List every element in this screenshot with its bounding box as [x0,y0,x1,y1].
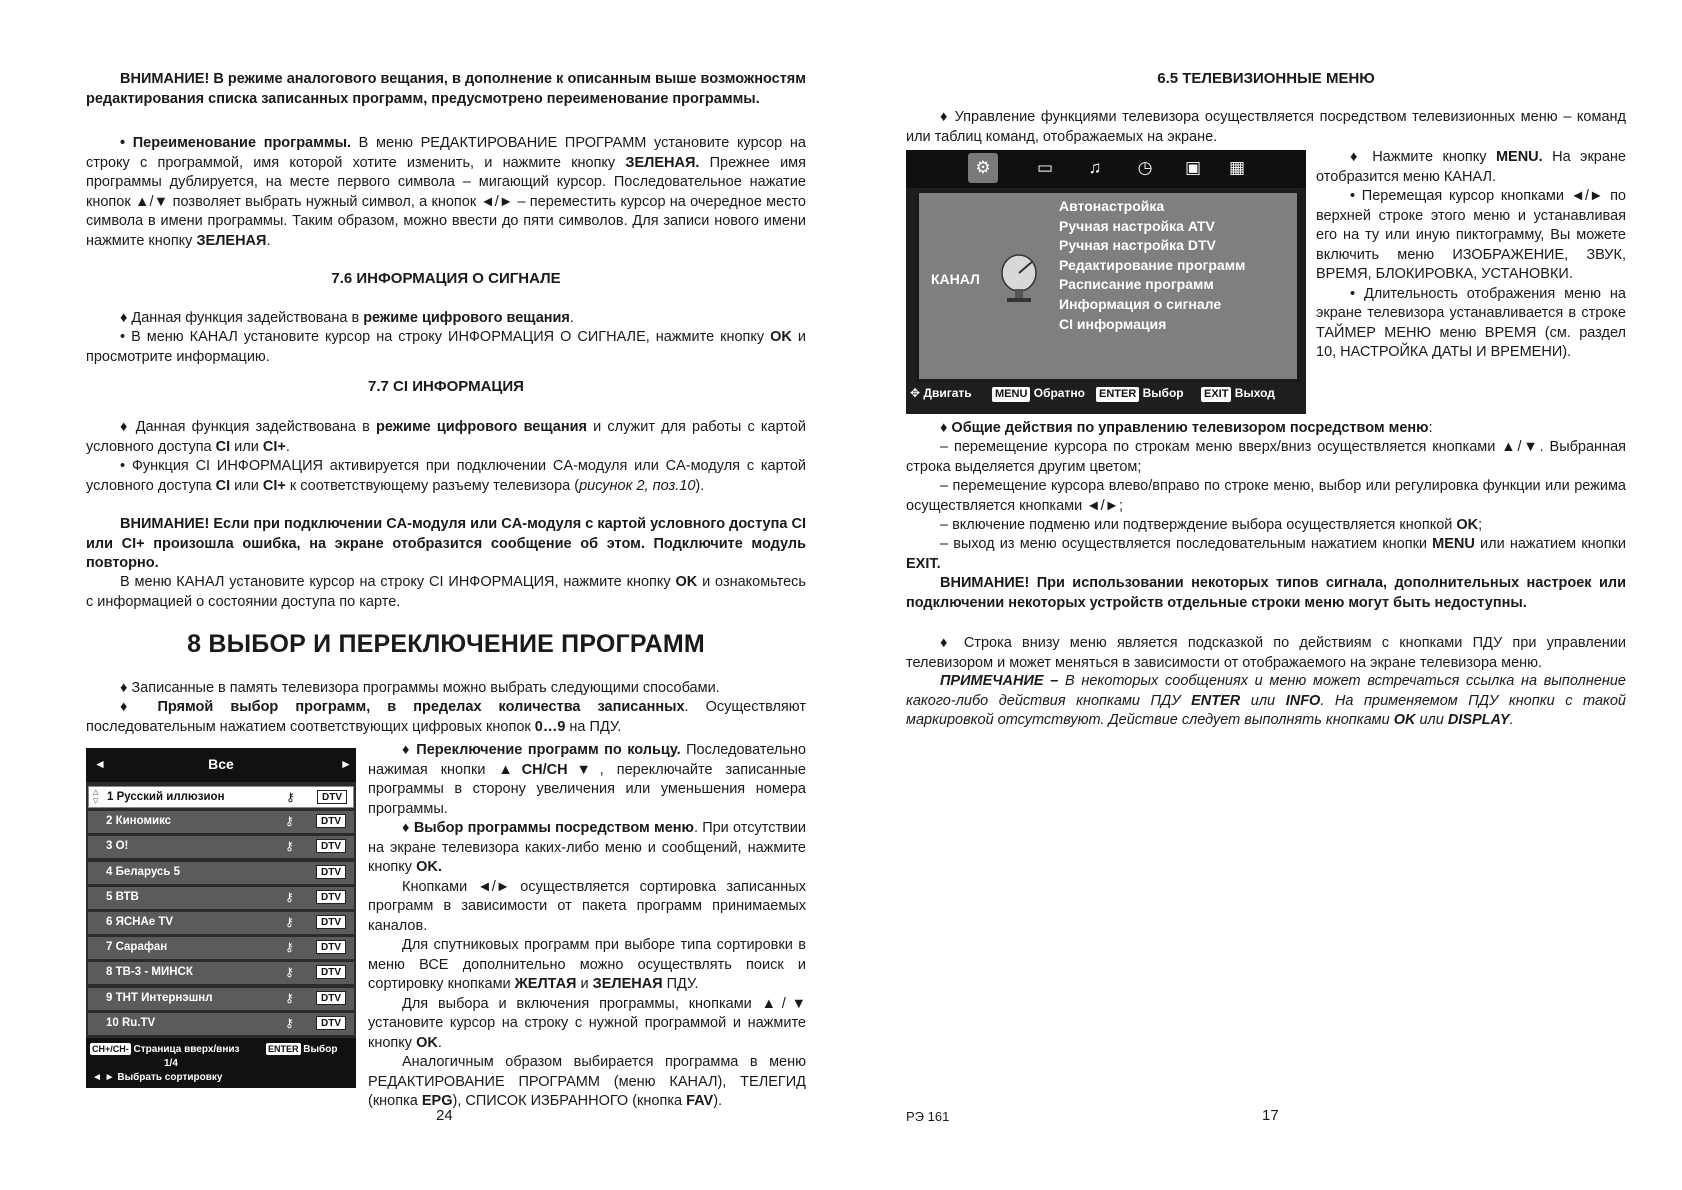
tv-menu-panel [916,190,1300,382]
key-icon: ⚷ [285,965,294,980]
key-icon: ⚷ [285,889,294,904]
channel-row[interactable] [88,1013,354,1035]
signal-para-2: • В меню КАНАЛ установите курсор на строку ИНФОРМАЦИЯ О СИГНАЛЕ, нажмите кнопку OK и просмотрите информацию. [86,329,806,365]
tv-menu-item[interactable]: Информация о сигнале [1059,296,1222,312]
channel-name: 7 Сарафан [106,941,168,954]
sort-label: Выбрать сортировку [117,1072,223,1083]
lock-icon[interactable]: ▣ [1184,158,1202,177]
move-label: Двигать [923,386,972,400]
action-1: – перемещение курсора по строкам меню вверх/вниз осуществляется кнопками ▲/▼. Выбранная строка выделяется другим цветом; [906,439,1626,475]
page-updown-label: Страница вверх/вниз [133,1044,240,1055]
music-icon[interactable]: ♫ [1088,158,1102,177]
tv-menu-item[interactable]: CI информация [1059,315,1167,332]
channel-name: 6 ЯСНАе TV [106,916,174,928]
channel-row[interactable] [88,937,354,959]
channel-name: 3 О! [106,840,129,853]
dtv-badge: DTV [316,965,346,979]
ci-para-3: В меню КАНАЛ установите курсор на строку CI ИНФОРМАЦИЯ, нажмите кнопку OK и ознакомьтесь с информацией о состоянии доступа по карте. [86,574,806,610]
channel-name: 2 Киномикс [106,815,172,828]
signal-para-1: ♦ Данная функция задействована в режиме цифрового вещания. [120,310,574,326]
key-icon: ⚷ [285,940,294,955]
tv-menu-icon-bar [906,150,1306,188]
exit-label: Выход [1234,386,1275,400]
rename-paragraph: • Переименование программы. В меню РЕДАКТИРОВАНИЕ ПРОГРАММ установите курсор на строку с программой, имя которой хотите изменить, и нажмите кнопку ЗЕЛЕНАЯ. Прежнее имя программы дублируется, на месте первого символа – мигающий курсор. Последовательное нажатие кнопок ▲/▼ позволяет выбрать нужный символ, а кнопок ◄/► – переместить курсор на очередное место символа в имени программы. Таким образом, можно ввести до пяти символов. Для записи нового имени нажмите кнопку ЗЕЛЕНАЯ. [86,135,806,249]
right-arrow-icon[interactable]: ► [340,757,352,771]
channel-row[interactable] [88,811,354,833]
channel-name: 9 ТНТ Интернэшнл [106,991,213,1004]
key-icon: ⚷ [286,790,295,804]
select-para-1: ♦ Записанные в память телевизора программы можно выбрать следующими способами. [120,680,720,696]
key-icon: ⚷ [285,990,294,1005]
select-label-tv: Выбор [1142,386,1184,400]
tv-channel-menu-screen [906,150,1306,414]
grid-icon[interactable]: ▦ [1228,158,1246,177]
monitor-icon[interactable]: ▭ [1036,158,1054,177]
tv-menu-footer [906,376,1306,414]
menu-warning: ВНИМАНИЕ! При использовании некоторых типов сигнала, дополнительных настроек или подключении некоторых устройств отдельные строки меню могут быть недоступны. [906,575,1626,611]
tv-menu-item[interactable]: Ручная настройка DTV [1059,237,1216,254]
back-label: Обратно [1033,386,1085,400]
key-icon: ⚷ [285,1015,294,1030]
exit-key-badge: EXIT [1201,387,1231,402]
select-label: Выбор [303,1044,338,1055]
tv-menu-item[interactable]: Ручная настройка ATV [1059,217,1215,234]
channel-row[interactable] [88,988,354,1010]
channel-row[interactable] [88,786,354,808]
ci-para-2: • Функция CI ИНФОРМАЦИЯ активируется при подключении CA-модуля или CA-модуля с картой условного доступа CI или CI+ к соответствующему разъему телевизора (рисунок 2, поз.10). [86,458,806,494]
left-page [86,0,806,1190]
menu-select-para: ♦ Выбор программы посредством меню. При отсутствии на экране телевизора каких-либо меню и сообщений, нажмите кнопку OK. [368,820,806,875]
satellite-para: Для спутниковых программ при выборе типа сортировки в меню ВСЕ дополнительно можно осуществлять поиск и сортировку кнопками ЖЕЛТАЯ и ЗЕЛЕНАЯ ПДУ. [368,937,806,992]
heading-7-7: 7.7 CI ИНФОРМАЦИЯ [368,378,524,395]
enable-para: Для выбора и включения программы, кнопками ▲/▼ установите курсор на строку с нужной программой и нажмите кнопку OK. [368,995,806,1051]
side-para-1: ♦ Нажмите кнопку MENU. На экране отобразится меню КАНАЛ. [1316,149,1626,185]
common-actions-title: ♦ Общие действия по управлению телевизором посредством меню: [940,420,1433,436]
select-methods-text [368,741,806,1112]
ci-para-1: ♦ Данная функция задействована в режиме цифрового вещания и служит для работы с картой условного доступа CI или CI+. [86,419,806,455]
kanal-label: КАНАЛ [931,271,980,287]
note-para: ПРИМЕЧАНИЕ – В некоторых сообщениях и меню может встречаться ссылка на выполнение какого-либо действия кнопками ПДУ ENTER или INFO. На применяемом ПДУ кнопки с такой маркировкой отсутствуют. Действие следует выполнять кнопками OK или DISPLAY. [906,673,1626,728]
tv-menu-item[interactable]: Расписание программ [1059,276,1214,293]
menu-side-text [1316,148,1626,363]
menu-key-badge: MENU [992,387,1030,402]
similar-para: Аналогичным образом выбирается программа в меню РЕДАКТИРОВАНИЕ ПРОГРАММ (меню КАНАЛ), ТЕЛЕГИД (кнопка EPG), СПИСОК ИЗБРАННОГО (кнопка FAV). [368,1054,806,1109]
page-indicator: 1/4 [164,1058,178,1069]
side-para-3: • Длительность отображения меню на экране телевизора устанавливается в строке ТАЙМЕР МЕНЮ меню ВРЕМЯ (см. раздел 10, НАСТРОЙКА ДАТЫ И ВРЕМЕНИ). [1316,285,1626,360]
sort-arrows-icon: ◄ ► [92,1072,115,1083]
sort-para: Кнопками ◄/► осуществляется сортировка записанных программ в зависимости от пакета программ принимаемых каналов. [368,878,806,934]
channel-list-title: Все [208,756,234,772]
channel-name: 5 ВТВ [106,890,139,903]
settings-gear-icon[interactable]: ⚙ [968,153,998,183]
dtv-badge: DTV [316,865,346,879]
left-arrow-icon[interactable]: ◄ [94,757,106,771]
document-code: РЭ 161 [906,1109,950,1124]
satellite-dish-icon [999,253,1041,303]
action-4: – выход из меню осуществляется последовательным нажатием кнопки MENU или нажатием кнопки EXIT. [906,536,1626,572]
channel-list-header [86,748,356,782]
channel-name: 10 Ru.TV [106,1016,156,1029]
action-3: – включение подменю или подтверждение выбора осуществляется кнопкой OK; [940,517,1483,533]
channel-name: 4 Беларусь 5 [106,865,180,878]
channel-row[interactable] [88,912,354,934]
tv-menu-intro: ♦ Управление функциями телевизора осуществляется посредством телевизионных меню – команд или таблиц команд, отображаемых на экране. [906,109,1626,145]
dtv-badge: DTV [316,1016,346,1030]
dtv-badge: DTV [316,890,346,904]
ch-key-badge: CH+/CH- [92,1044,129,1054]
right-page [906,0,1626,1190]
key-icon: ⚷ [285,915,294,929]
channel-row[interactable] [88,887,354,909]
ci-warning: ВНИМАНИЕ! Если при подключении CA-модуля или CA-модуля с картой условного доступа CI или CI+ произошла ошибка, на экране отобразится сообщение об этом. Подключите модуль повторно. [86,516,806,571]
attention-rename: ВНИМАНИЕ! В режиме аналогового вещания, в дополнение к описанным выше возможностям редактирования списка записанных программ, предусмотрено переименование программы. [86,71,806,107]
heading-8: 8 ВЫБОР И ПЕРЕКЛЮЧЕНИЕ ПРОГРАММ [187,630,705,658]
move-arrows-icon: ✥ [910,386,921,400]
ring-para: ♦ Переключение программ по кольцу. Последовательно нажимая кнопки ▲CH/CH▼, переключайте записанные программы в сторону увеличения или уменьшения номера программы. [368,742,806,817]
tv-menu-item[interactable]: Редактирование программ [1059,256,1246,273]
heading-7-6: 7.6 ИНФОРМАЦИЯ О СИГНАЛЕ [331,270,561,287]
channel-row[interactable] [88,836,354,858]
heading-6-5: 6.5 ТЕЛЕВИЗИОННЫЕ МЕНЮ [1157,70,1375,87]
side-para-2: • Перемещая курсор кнопками ◄/► по верхней строке этого меню и устанавливая его на ту или иную пиктограмму, Вы можете включить меню ИЗОБРАЖЕНИЕ, ЗВУК, ВРЕМЯ, БЛОКИРОВКА, УСТАНОВКИ. [1316,188,1626,282]
hint-para: ♦ Строка внизу меню является подсказкой по действиям с кнопками ПДУ при управлении телевизором и может меняться в зависимости от отображаемого на экране телевизора меню. [906,635,1626,671]
action-2: – перемещение курсора влево/вправо по строке меню, выбор или регулировка функции или режима осуществляется кнопками ◄/►; [906,478,1626,514]
dtv-badge: DTV [316,991,346,1005]
dtv-badge: DTV [317,790,347,804]
clock-icon[interactable]: ◷ [1137,158,1153,177]
key-icon: ⚷ [285,814,294,829]
up-down-icon: △ ▽ [93,789,99,805]
enter-key-badge: ENTER [268,1044,299,1054]
channel-row[interactable] [88,962,354,984]
channel-row[interactable] [88,862,354,884]
tv-menu-item[interactable]: Автонастройка [1059,198,1165,214]
enter-key-badge-tv: ENTER [1096,387,1139,402]
dtv-badge: DTV [316,940,346,954]
channel-list-screen [86,748,356,1088]
select-para-2: ♦ Прямой выбор программ, в пределах количества записанных. Осуществляют последовательным нажатием соответствующих цифровых кнопок 0…9 на ПДУ. [86,699,806,735]
channel-name: 8 ТВ-3 - МИНСК [106,966,193,979]
page-number-right: 17 [1262,1107,1279,1124]
dtv-badge: DTV [316,915,346,929]
dtv-badge: DTV [316,814,346,828]
channel-name: 1 Русский иллюзион [107,791,225,803]
dtv-badge: DTV [316,839,346,853]
key-icon: ⚷ [285,839,294,854]
channel-list-footer [86,1038,356,1088]
page-number-left: 24 [436,1107,453,1124]
